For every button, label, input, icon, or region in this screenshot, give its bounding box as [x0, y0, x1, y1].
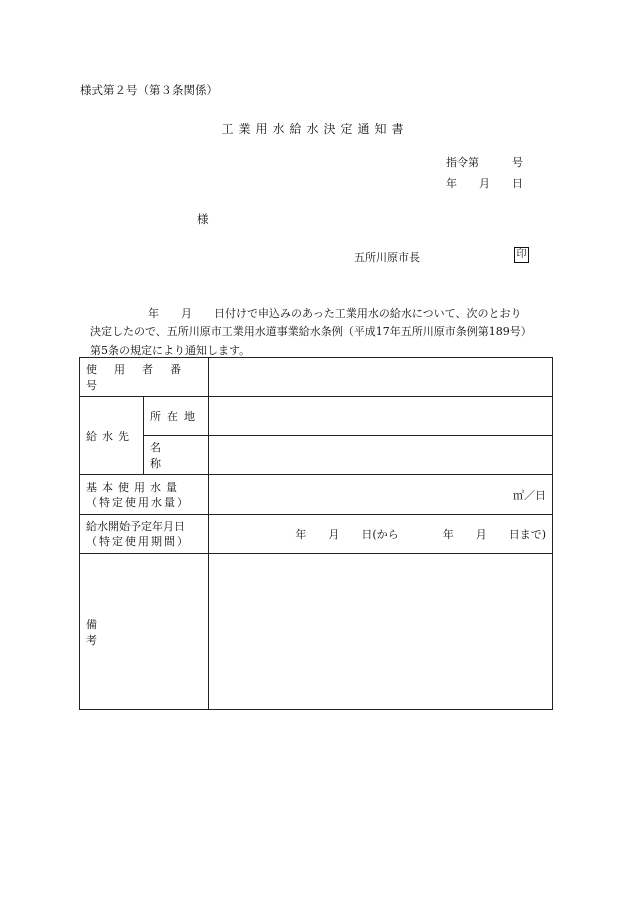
- start-date-line-2: （特定使用期間）: [86, 535, 190, 548]
- basic-volume-label: [80, 475, 209, 515]
- row-basic-volume: [80, 475, 553, 515]
- decision-table: [79, 357, 553, 710]
- row-user-number: [80, 358, 553, 397]
- remarks-value[interactable]: [209, 554, 553, 710]
- basic-volume-value[interactable]: [209, 475, 553, 515]
- seal-mark: 印: [514, 247, 529, 263]
- volume-unit: ㎥／日: [513, 488, 546, 502]
- notice-text-line-3: 第5条の規定により通知します。: [90, 344, 251, 357]
- location-label-text: 所在地: [150, 410, 201, 423]
- period-text: 年 月 日(から 年 月 日まで): [295, 528, 546, 541]
- user-number-label: [80, 358, 209, 397]
- basic-volume-line-2: （特定使用水量）: [86, 495, 190, 509]
- name-label-text: 名称: [150, 441, 187, 470]
- addressee-suffix: 様: [197, 212, 209, 226]
- start-date-line-1: 給水開始予定年月日: [86, 520, 185, 533]
- supply-label: [80, 397, 144, 475]
- directive-number: 指令第 号: [446, 156, 523, 169]
- name-label: [144, 436, 209, 475]
- issuer-name: 五所川原市長: [354, 251, 420, 264]
- remarks-label-text: 備考: [86, 617, 177, 647]
- notice-text-line-1: 年 月 日付けで申込みのあった工業用水の給水について、次のとおり: [148, 307, 522, 320]
- row-name: [80, 436, 553, 475]
- remarks-label: [80, 554, 209, 710]
- location-value[interactable]: [209, 397, 553, 436]
- start-date-value[interactable]: [209, 515, 553, 554]
- basic-volume-line-1: 基本使用水量: [86, 480, 182, 494]
- notice-text-line-2: 決定したので、五所川原市工業用水道事業給水条例（平成17年五所川原市条例第189号）: [90, 325, 532, 338]
- name-value[interactable]: [209, 436, 553, 475]
- user-number-value[interactable]: [209, 358, 553, 397]
- row-start-date: [80, 515, 553, 554]
- document-title: 工業用水給水決定通知書: [221, 122, 409, 136]
- row-remarks: [80, 554, 553, 710]
- row-location: [80, 397, 553, 436]
- start-date-label: [80, 515, 209, 554]
- user-number-label-text: 使用者番号: [86, 363, 198, 392]
- form-number-label: 様式第２号（第３条関係）: [80, 83, 218, 97]
- issue-date: 年 月 日: [446, 177, 523, 190]
- supply-label-text: 給水先: [86, 429, 134, 443]
- location-label: [144, 397, 209, 436]
